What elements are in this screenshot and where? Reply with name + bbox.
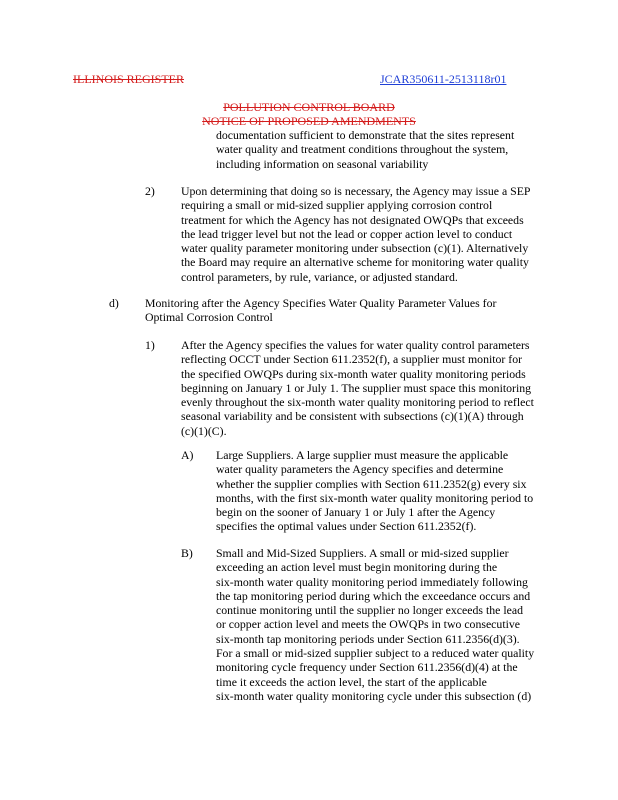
text-line: or copper action level and meets the OWQPs in two consecutive xyxy=(216,617,521,632)
item-2-label: 2) xyxy=(145,184,155,198)
text-line: beginning on January 1 or July 1. The supplier must space this monitoring xyxy=(181,380,532,395)
item-b-label: B) xyxy=(181,546,193,560)
text-line: Upon determining that doing so is necessary, the Agency may issue a SEP xyxy=(181,184,531,198)
text-line: seasonal variability and be consistent with subsections (c)(1)(A) through xyxy=(181,409,524,424)
item-a-label: A) xyxy=(181,448,194,462)
text-line: water quality and treatment conditions throughout the system, xyxy=(216,142,509,157)
document-reference-link[interactable]: JCAR350611-2513118r01 xyxy=(380,72,507,86)
agency-heading: POLLUTION CONTROL BOARD xyxy=(223,100,395,114)
text-line: the tap monitoring period during which the exceedance occurs and xyxy=(216,588,531,603)
text-line: Monitoring after the Agency Specifies Water Quality Parameter Values for xyxy=(145,296,497,310)
text-line: For a small or mid-sized supplier subject to a reduced water quality xyxy=(216,646,535,661)
text-line: six-month tap monitoring periods under Section 611.2356(d)(3). xyxy=(216,631,520,646)
item-2-paragraph xyxy=(181,184,530,284)
text-line: begin on the sooner of January 1 or July 1 after the Agency xyxy=(216,505,496,520)
text-line: requiring a small or mid-sized supplier applying corrosion control xyxy=(181,198,493,213)
text-line: Optimal Corrosion Control xyxy=(145,310,273,325)
item-b-paragraph xyxy=(216,546,534,703)
text-line: six-month water quality monitoring period immediately following xyxy=(216,574,528,589)
text-line: time it exceeds the action level, the start of the applicable xyxy=(216,674,487,689)
text-line: including information on seasonal variability xyxy=(216,156,429,171)
item-1-label: 1) xyxy=(145,338,155,352)
text-line: six-month water quality monitoring cycle under this subsection (d) xyxy=(216,688,532,703)
item-d-label: d) xyxy=(109,296,119,310)
text-line: treatment for which the Agency has not designated OWQPs that exceeds xyxy=(181,212,524,227)
text-line: the specified OWQPs during six-month water quality monitoring periods xyxy=(181,366,526,381)
text-line: whether the supplier complies with Section 611.2352(g) every six xyxy=(216,476,527,491)
text-line: specifies the optimal values under Section 611.2352(f). xyxy=(216,519,477,534)
text-line: Large Suppliers. A large supplier must measure the applicable xyxy=(216,448,509,462)
text-line: water quality parameters the Agency specifies and determine xyxy=(216,462,504,477)
item-1-paragraph xyxy=(181,338,534,438)
item-a-paragraph xyxy=(216,448,533,534)
text-line: (c)(1)(C). xyxy=(181,423,227,438)
text-line: Small and Mid-Sized Suppliers. A small or mid-sized supplier xyxy=(216,546,509,560)
continuation-paragraph xyxy=(216,128,514,171)
text-line: evenly throughout the six-month water quality monitoring period to reflect xyxy=(181,395,534,410)
text-line: the lead trigger level but not the lead or copper action level to conduct xyxy=(181,226,513,241)
text-line: control parameters, by rule, variance, or adjusted standard. xyxy=(181,269,458,284)
text-line: water quality parameter monitoring under subsection (c)(1). Alternatively xyxy=(181,241,529,256)
register-title: ILLINOIS REGISTER xyxy=(73,72,184,86)
notice-heading: NOTICE OF PROPOSED AMENDMENTS xyxy=(202,114,416,128)
text-line: continue monitoring until the supplier no longer exceeds the lead xyxy=(216,603,523,618)
text-line: After the Agency specifies the values for water quality control parameters xyxy=(181,338,530,352)
item-d-heading xyxy=(145,296,496,325)
text-line: monitoring cycle frequency under Section 611.2356(d)(4) at the xyxy=(216,660,518,675)
text-line: the Board may require an alternative scheme for monitoring water quality xyxy=(181,255,529,270)
text-line: exceeding an action level must begin monitoring during the xyxy=(216,560,498,575)
text-line: reflecting OCCT under Section 611.2352(f), a supplier must monitor for xyxy=(181,352,523,367)
text-line: months, with the first six-month water quality monitoring period to xyxy=(216,490,534,505)
text-line: documentation sufficient to demonstrate that the sites represent xyxy=(216,128,515,142)
